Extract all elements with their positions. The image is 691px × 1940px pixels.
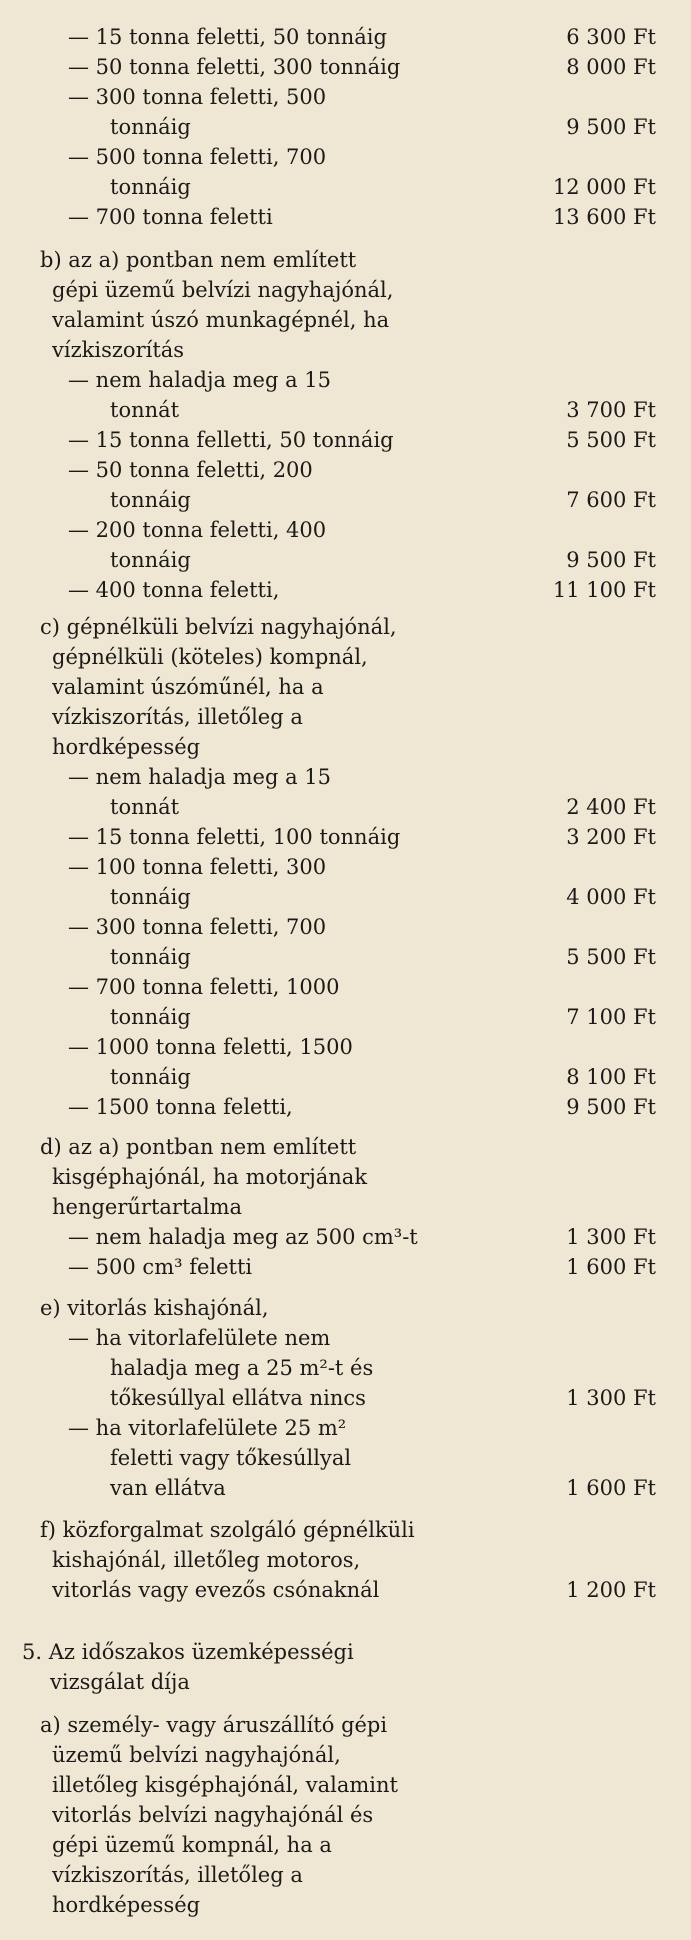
fee-line xyxy=(0,942,691,972)
line-text: tonnát xyxy=(110,398,180,422)
fee-line xyxy=(0,792,691,822)
line-text: tonnáig xyxy=(110,1065,191,1089)
fee-line xyxy=(0,112,691,142)
line-text: vizsgálat díja xyxy=(50,1670,190,1694)
fee-line xyxy=(0,52,691,82)
section-text xyxy=(0,305,691,335)
line-text: — 50 tonna feletti, 200 xyxy=(68,458,313,482)
line-text: tonnáig xyxy=(110,945,191,969)
line-amount: 4 000 Ft xyxy=(566,885,656,909)
fee-line xyxy=(0,365,691,395)
fee-line xyxy=(0,1002,691,1032)
line-text: vitorlás belvízi nagyhajónál és xyxy=(52,1803,374,1827)
line-text: d) az a) pontban nem említett xyxy=(40,1135,357,1159)
line-text: — nem haladja meg a 15 xyxy=(68,765,332,789)
fee-line xyxy=(0,1383,691,1413)
line-text: vízkiszorítás, illetőleg a xyxy=(52,705,303,729)
fee-line xyxy=(0,425,691,455)
line-amount: 7 600 Ft xyxy=(566,488,656,512)
section-text xyxy=(0,335,691,365)
line-text: f) közforgalmat szolgáló gépnélküli xyxy=(40,1518,415,1542)
line-amount: 1 300 Ft xyxy=(566,1386,656,1410)
section-heading xyxy=(0,245,691,275)
line-text: hordképesség xyxy=(52,735,201,759)
line-text: e) vitorlás kishajónál, xyxy=(40,1296,269,1320)
section-heading xyxy=(0,1637,691,1667)
line-text: gépi üzemű kompnál, ha a xyxy=(52,1833,332,1857)
line-text: vízkiszorítás, illetőleg a xyxy=(52,1863,303,1887)
section-text xyxy=(0,1770,691,1800)
line-text: feletti vagy tőkesúllyal xyxy=(110,1446,352,1470)
line-amount: 3 200 Ft xyxy=(566,825,656,849)
line-text: — 1500 tonna feletti, xyxy=(68,1095,293,1119)
line-text: c) gépnélküli belvízi nagyhajónál, xyxy=(40,615,397,639)
fee-line xyxy=(0,762,691,792)
line-text: — 200 tonna feletti, 400 xyxy=(68,518,327,542)
fee-line xyxy=(0,972,691,1002)
line-amount: 8 100 Ft xyxy=(566,1065,656,1089)
line-amount: 9 500 Ft xyxy=(566,115,656,139)
section-text xyxy=(0,1860,691,1890)
fee-line xyxy=(0,882,691,912)
line-text: tőkesúllyal ellátva nincs xyxy=(110,1386,366,1410)
fee-line xyxy=(0,1252,691,1282)
line-text: — 15 tonna felletti, 50 tonnáig xyxy=(68,428,394,452)
line-text: vízkiszorítás xyxy=(52,338,185,362)
line-text: gépi üzemű belvízi nagyhajónál, xyxy=(52,278,394,302)
line-text: — 300 tonna feletti, 700 xyxy=(68,915,327,939)
line-amount: 8 000 Ft xyxy=(566,55,656,79)
line-text: üzemű belvízi nagyhajónál, xyxy=(52,1743,341,1767)
line-text: tonnáig xyxy=(110,488,191,512)
fee-line xyxy=(0,1092,691,1122)
line-text: hengerűrtartalma xyxy=(52,1195,243,1219)
fee-line xyxy=(0,1032,691,1062)
line-text: — 700 tonna feletti, 1000 xyxy=(68,975,340,999)
section-heading xyxy=(0,1293,691,1323)
line-text: a) személy- vagy áruszállító gépi xyxy=(40,1713,388,1737)
fee-line xyxy=(0,455,691,485)
section-text xyxy=(0,1192,691,1222)
line-amount: 9 500 Ft xyxy=(566,1095,656,1119)
line-amount: 13 600 Ft xyxy=(552,205,656,229)
line-text: tonnáig xyxy=(110,115,191,139)
fee-line xyxy=(0,1323,691,1353)
fee-line xyxy=(0,395,691,425)
line-text: — 300 tonna feletti, 500 xyxy=(68,85,327,109)
fee-line xyxy=(0,1222,691,1252)
line-amount: 1 600 Ft xyxy=(566,1255,656,1279)
line-text: kishajónál, illetőleg motoros, xyxy=(52,1548,361,1572)
line-amount: 5 500 Ft xyxy=(566,428,656,452)
section-heading xyxy=(0,612,691,642)
fee-line xyxy=(0,1062,691,1092)
line-amount: 12 000 Ft xyxy=(552,175,656,199)
fee-line xyxy=(0,82,691,112)
section-text xyxy=(0,1830,691,1860)
fee-line xyxy=(0,852,691,882)
section-text xyxy=(0,732,691,762)
fee-line xyxy=(0,1575,691,1605)
line-text: tonnáig xyxy=(110,175,191,199)
fee-line xyxy=(0,22,691,52)
fee-line xyxy=(0,485,691,515)
section-text xyxy=(0,1667,691,1697)
fee-line xyxy=(0,1353,691,1383)
section-heading xyxy=(0,1132,691,1162)
fee-line xyxy=(0,912,691,942)
section-text xyxy=(0,1890,691,1920)
section-text xyxy=(0,1800,691,1830)
line-amount: 11 100 Ft xyxy=(552,578,656,602)
line-text: — 700 tonna feletti xyxy=(68,205,273,229)
line-text: 5. Az időszakos üzemképességi xyxy=(22,1640,354,1664)
line-text: haladja meg a 25 m²-t és xyxy=(110,1356,374,1380)
fee-line xyxy=(0,1473,691,1503)
section-heading xyxy=(0,1710,691,1740)
section-text xyxy=(0,1740,691,1770)
line-text: — 1000 tonna feletti, 1500 xyxy=(68,1035,353,1059)
line-text: illetőleg kisgéphajónál, valamint xyxy=(52,1773,398,1797)
line-text: — nem haladja meg a 15 xyxy=(68,368,332,392)
line-text: — 500 tonna feletti, 700 xyxy=(68,145,327,169)
fee-line xyxy=(0,1443,691,1473)
fee-line xyxy=(0,545,691,575)
line-text: — ha vitorlafelülete 25 m² xyxy=(68,1416,347,1440)
fee-line xyxy=(0,575,691,605)
line-text: — 500 cm³ feletti xyxy=(68,1255,253,1279)
fee-line xyxy=(0,1413,691,1443)
line-text: valamint úszó munkagépnél, ha xyxy=(52,308,390,332)
line-amount: 7 100 Ft xyxy=(566,1005,656,1029)
line-amount: 9 500 Ft xyxy=(566,548,656,572)
line-amount: 1 200 Ft xyxy=(566,1578,656,1602)
line-text: valamint úszóműnél, ha a xyxy=(52,675,324,699)
line-amount: 3 700 Ft xyxy=(566,398,656,422)
fee-line xyxy=(0,515,691,545)
line-text: — 15 tonna feletti, 100 tonnáig xyxy=(68,825,401,849)
fee-line xyxy=(0,822,691,852)
line-text: kisgéphajónál, ha motorjának xyxy=(52,1165,368,1189)
fee-line xyxy=(0,172,691,202)
line-text: tonnáig xyxy=(110,885,191,909)
fee-line xyxy=(0,142,691,172)
line-text: tonnát xyxy=(110,795,180,819)
line-text: — nem haladja meg az 500 cm³-t xyxy=(68,1225,418,1249)
section-text xyxy=(0,1162,691,1192)
line-text: tonnáig xyxy=(110,1005,191,1029)
line-amount: 2 400 Ft xyxy=(566,795,656,819)
section-text xyxy=(0,1545,691,1575)
line-amount: 1 600 Ft xyxy=(566,1476,656,1500)
line-text: b) az a) pontban nem említett xyxy=(40,248,357,272)
line-amount: 5 500 Ft xyxy=(566,945,656,969)
line-text: van ellátva xyxy=(110,1476,226,1500)
line-text: vitorlás vagy evezős csónaknál xyxy=(52,1578,380,1602)
section-text xyxy=(0,642,691,672)
line-text: — 400 tonna feletti, xyxy=(68,578,280,602)
section-text xyxy=(0,702,691,732)
fee-line xyxy=(0,202,691,232)
line-text: — 100 tonna feletti, 300 xyxy=(68,855,327,879)
line-text: — 15 tonna feletti, 50 tonnáig xyxy=(68,25,387,49)
section-text xyxy=(0,275,691,305)
line-text: gépnélküli (köteles) kompnál, xyxy=(52,645,368,669)
line-text: — ha vitorlafelülete nem xyxy=(68,1326,331,1350)
line-text: hordképesség xyxy=(52,1893,201,1917)
line-text: — 50 tonna feletti, 300 tonnáig xyxy=(68,55,401,79)
line-text: tonnáig xyxy=(110,548,191,572)
line-amount: 1 300 Ft xyxy=(566,1225,656,1249)
section-heading xyxy=(0,1515,691,1545)
section-text xyxy=(0,672,691,702)
line-amount: 6 300 Ft xyxy=(566,25,656,49)
